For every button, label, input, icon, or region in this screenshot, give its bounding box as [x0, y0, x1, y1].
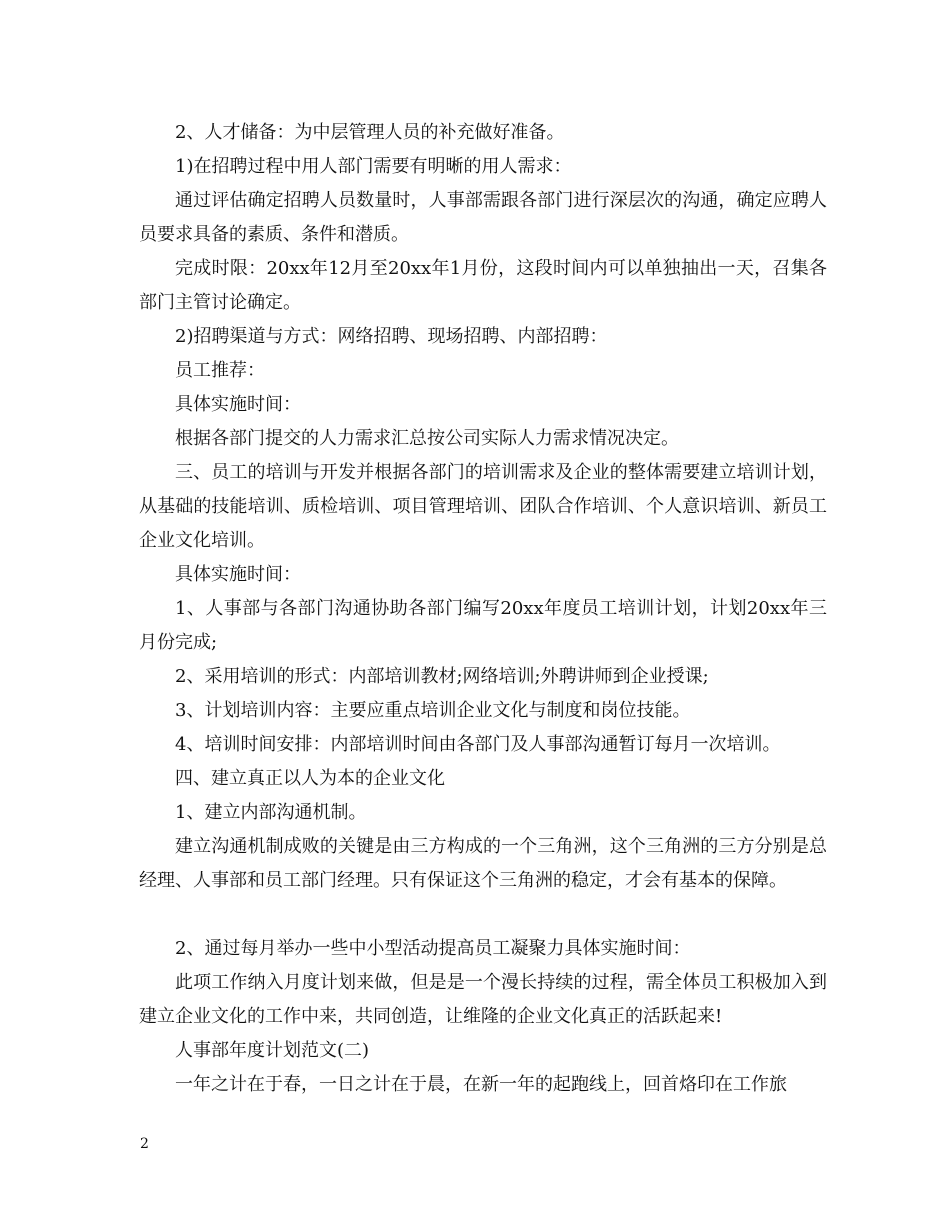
paragraph: 此项工作纳入月度计划来做，但是是一个漫长持续的过程，需全体员工积极加入到建立企业文化的工作中来，共同创造，让维隆的企业文化真正的活跃起来! — [139, 972, 827, 1027]
section-heading: 四、建立真正以人为本的企业文化 — [175, 768, 445, 789]
paragraph: 1、建立内部沟通机制。 — [175, 802, 367, 823]
paragraph: 2、人才储备：为中层管理人员的补充做好准备。 — [175, 122, 565, 143]
paragraph: 建立沟通机制成败的关键是由三方构成的一个三角洲，这个三角洲的三方分别是总经理、人事部和员工部门经理。只有保证这个三角洲的稳定，才会有基本的保障。 — [139, 836, 827, 891]
paragraph: 2)招聘渠道与方式：网络招聘、现场招聘、内部招聘： — [175, 326, 608, 347]
paragraph: 2、采用培训的形式：内部培训教材;网络培训;外聘讲师到企业授课; — [175, 666, 709, 687]
paragraph: 完成时限：20xx年12月至20xx年1月份，这段时间内可以单独抽出一天，召集各部门主管讨论确定。 — [139, 258, 827, 313]
section-heading: 人事部年度计划范文(二) — [175, 1040, 370, 1061]
paragraph: 三、员工的培训与开发并根据各部门的培训需求及企业的整体需要建立培训计划，从基础的技能培训、质检培训、项目管理培训、团队合作培训、个人意识培训、新员工企业文化培训。 — [139, 462, 827, 551]
paragraph: 3、计划培训内容：主要应重点培训企业文化与制度和岗位技能。 — [175, 700, 691, 721]
paragraph: 2、通过每月举办一些中小型活动提高员工凝聚力具体实施时间： — [175, 938, 691, 959]
paragraph: 具体实施时间： — [175, 564, 301, 585]
paragraph: 4、培训时间安排：内部培训时间由各部门及人事部沟通暂订每月一次培训。 — [175, 734, 781, 755]
paragraph: 一年之计在于春，一日之计在于晨，在新一年的起跑线上，回首烙印在工作旅 — [175, 1074, 787, 1095]
paragraph: 通过评估确定招聘人员数量时，人事部需跟各部门进行深层次的沟通，确定应聘人员要求具备的素质、条件和潜质。 — [139, 190, 827, 245]
paragraph: 1)在招聘过程中用人部门需要有明晰的用人需求： — [175, 156, 572, 177]
page-number: 2 — [140, 1136, 149, 1152]
paragraph: 具体实施时间： — [175, 394, 301, 415]
paragraph: 根据各部门提交的人力需求汇总按公司实际人力需求情况决定。 — [175, 428, 679, 449]
paragraph: 员工推荐： — [175, 360, 265, 381]
paragraph: 1、人事部与各部门沟通协助各部门编写20xx年度员工培训计划，计划20xx年三月份完成; — [139, 598, 827, 653]
